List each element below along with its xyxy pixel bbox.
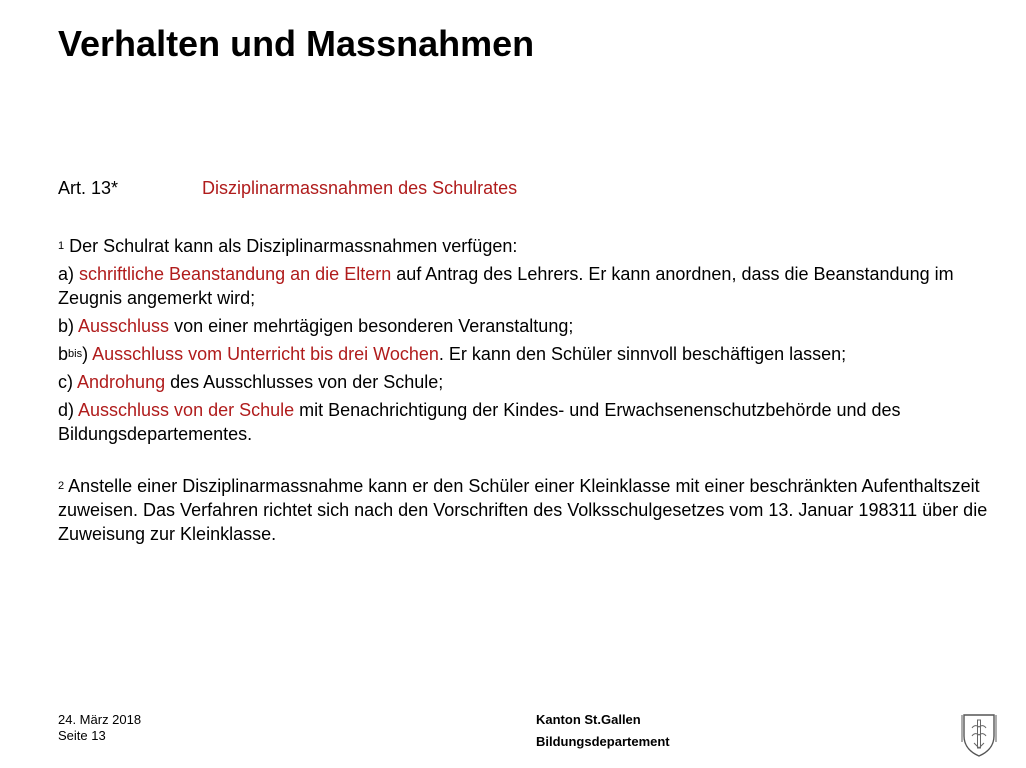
item-label: b (58, 344, 69, 364)
item-highlight: Ausschluss vom Unterricht bis drei Wochen (92, 344, 439, 364)
item-label: c) (58, 372, 78, 392)
page-title: Verhalten und Massnahmen (58, 23, 535, 64)
item-text: von einer mehrtägigen besonderen Veranstaltung; (169, 316, 574, 336)
list-item-c (58, 370, 1008, 394)
item-label: b) (58, 316, 79, 336)
footer-date-page (58, 712, 141, 744)
item-highlight: Androhung (77, 372, 166, 392)
item-text: . Er kann den Schüler sinnvoll beschäftigen lassen; (438, 344, 847, 364)
item-highlight: Ausschluss von der Schule (78, 400, 295, 420)
list-item-bbis (58, 342, 1008, 366)
paragraph-1-intro (58, 234, 1008, 258)
item-label-close: ) (82, 344, 93, 364)
item-text: auf Antrag des Lehrers. Er kann anordnen, dass die Beanstandung im Zeugnis angemerkt wird; (58, 264, 954, 308)
paragraph-2-text: Anstelle einer Disziplinarmassnahme kann er den Schüler einer Kleinklasse mit einer beschränkten Aufenthaltszeit zuweisen. Das Verfahren richtet sich nach den Vorschriften des Volksschulgesetzes vom 13. Januar 198311 über die Zuweisung zur Kleinklasse. (58, 476, 988, 544)
list-item-a (58, 262, 1008, 310)
list-item-b (58, 314, 1008, 338)
footer-org-line-2: Bildungsdepartement (536, 734, 670, 749)
paragraph-2 (58, 474, 1008, 546)
article-body (58, 234, 1008, 546)
item-highlight: Ausschluss (78, 316, 170, 336)
item-text: des Ausschlusses von der Schule; (165, 372, 444, 392)
intro-text: Der Schulrat kann als Disziplinarmassnahmen verfügen: (69, 236, 518, 256)
item-text: mit Benachrichtigung der Kindes- und Erwachsenenschutzbehörde und des Bildungsdepartementes. (58, 400, 901, 444)
list-item-d (58, 398, 1008, 446)
st-gallen-crest-icon (960, 712, 998, 758)
footer-organization (536, 709, 670, 753)
paragraph-marker: 1 (58, 240, 65, 252)
item-label: d) (58, 400, 79, 420)
article-number: Art. 13* (58, 178, 119, 198)
footer-page-number: Seite 13 (58, 728, 106, 743)
item-highlight: schriftliche Beanstandung an die Eltern (79, 264, 392, 284)
article-heading: Disziplinarmassnahmen des Schulrates (202, 178, 518, 198)
footer-org-line-1: Kanton St.Gallen (536, 712, 641, 727)
paragraph-marker: 2 (58, 480, 65, 492)
item-label: a) (58, 264, 80, 284)
footer-date: 24. März 2018 (58, 712, 142, 727)
item-label-sup: bis (68, 348, 83, 360)
